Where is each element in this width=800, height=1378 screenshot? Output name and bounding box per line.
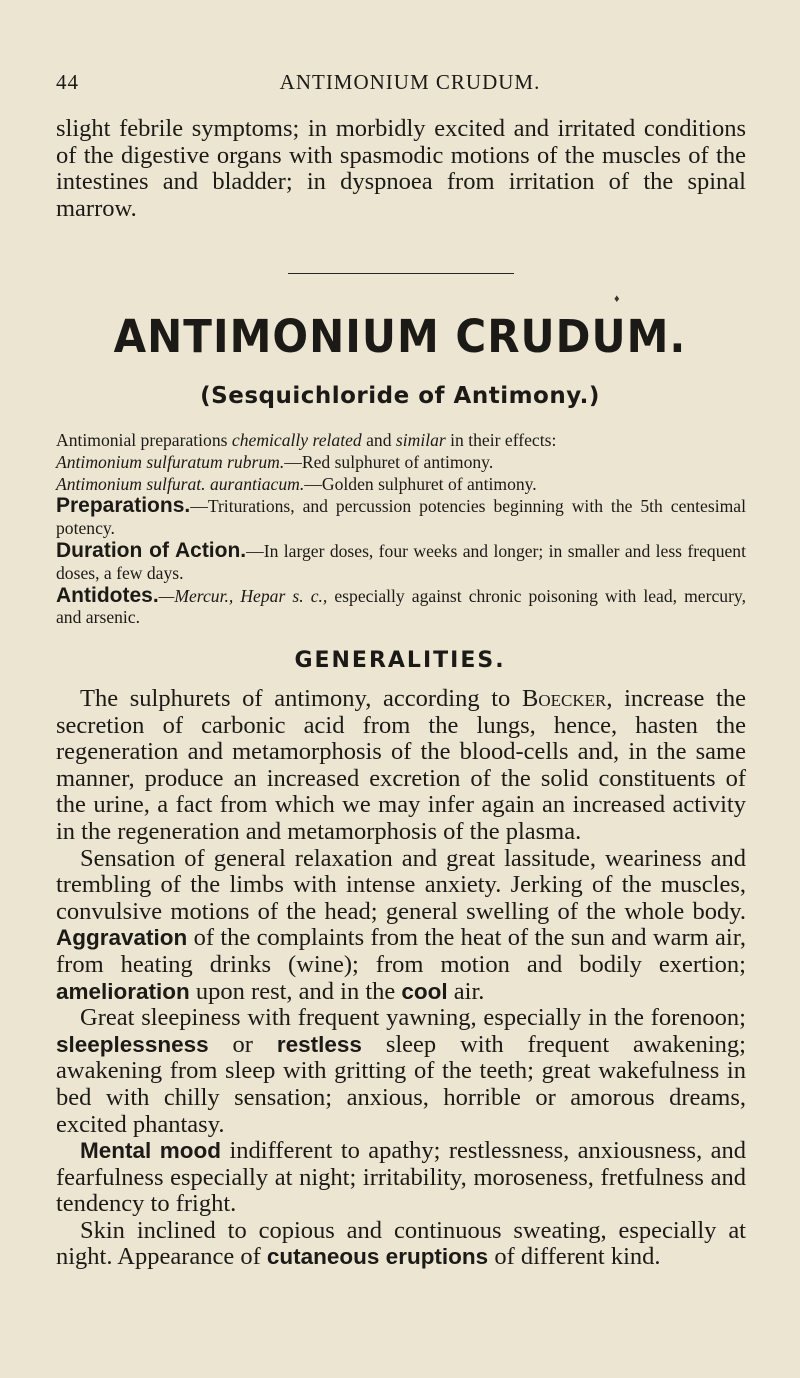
paragraph-mental-mood: Mental mood indifferent to apathy; restlessness, anxiousness, and fearfulness especially at night; irritability, moroseness, fretfulness and tendency to fright. [56, 1137, 746, 1218]
antidotes-paragraph: Antidotes.—Mercur., Hepar s. c., especially against chronic poisoning with lead, mercury, and arsenic. [56, 583, 746, 628]
paragraph-sulphurets: The sulphurets of antimony, according to Boecker, increase the secretion of carbonic acid from the lungs, hence, hasten the regeneration and metamorphosis of the blood-cells and, in the same manner, produce an increased excretion of the solid constituents of the urine, a fact from which we may infer again an increased activity in the regeneration and metamorphosis of the plasma. [56, 685, 746, 845]
paragraph-skin: Skin inclined to copious and continuous sweating, especially at night. Appearance of cutaneous eruptions of different kind. [56, 1216, 746, 1271]
remedy-subtitle: (Sesquichloride of Antimony.) [200, 383, 600, 409]
remedy-info [56, 430, 746, 629]
running-head [56, 70, 744, 95]
printing-speck: ♦ [614, 293, 620, 305]
duration-paragraph: Duration of Action.—In larger doses, four weeks and longer; in smaller and less frequent doses, a few days. [56, 538, 746, 583]
related-item-2: Antimonium sulfurat. aurantiacum.—Golden sulphuret of antimony. [56, 473, 537, 494]
running-title: ANTIMONIUM CRUDUM. [279, 70, 541, 94]
paragraph-sensation: Sensation of general relaxation and great lassitude, weariness and trembling of the limbs with intense anxiety. Jerking of the muscles, convulsive motions of the head; general swelling of the whole body. Aggravation of the complaints from the heat of the sun and warm air, from heating drinks (wine); from motion and bodily exertion; amelioration upon rest, and in the cool air. [56, 844, 746, 1005]
page-number: 44 [56, 70, 79, 94]
related-preparations: Antimonial preparations chemically related and similar in their effects: [56, 430, 557, 450]
remedy-title: ANTIMONIUM CRUDUM. [113, 310, 687, 363]
section-heading: GENERALITIES. [294, 648, 506, 673]
section-divider [288, 273, 514, 274]
preparations-paragraph: Preparations.—Triturations, and percussion potencies beginning with the 5th centesimal potency. [56, 494, 746, 539]
paragraph-sleep: Great sleepiness with frequent yawning, especially in the forenoon; sleeplessness or restless sleep with frequent awakening; awakening from sleep with gritting of the teeth; great wakefulness in bed with chilly sensation; anxious, horrible or amorous dreams, excited phantasy. [56, 1004, 746, 1138]
generalities-body [56, 686, 746, 1271]
related-item-1: Antimonium sulfuratum rubrum.—Red sulphuret of antimony. [56, 451, 494, 472]
continuation-paragraph: slight febrile symptoms; in morbidly excited and irritated conditions of the digestive organs with spasmodic motions of the muscles of the intestines and bladder; in dyspnoea from irritation of the spinal marrow. [56, 115, 746, 222]
